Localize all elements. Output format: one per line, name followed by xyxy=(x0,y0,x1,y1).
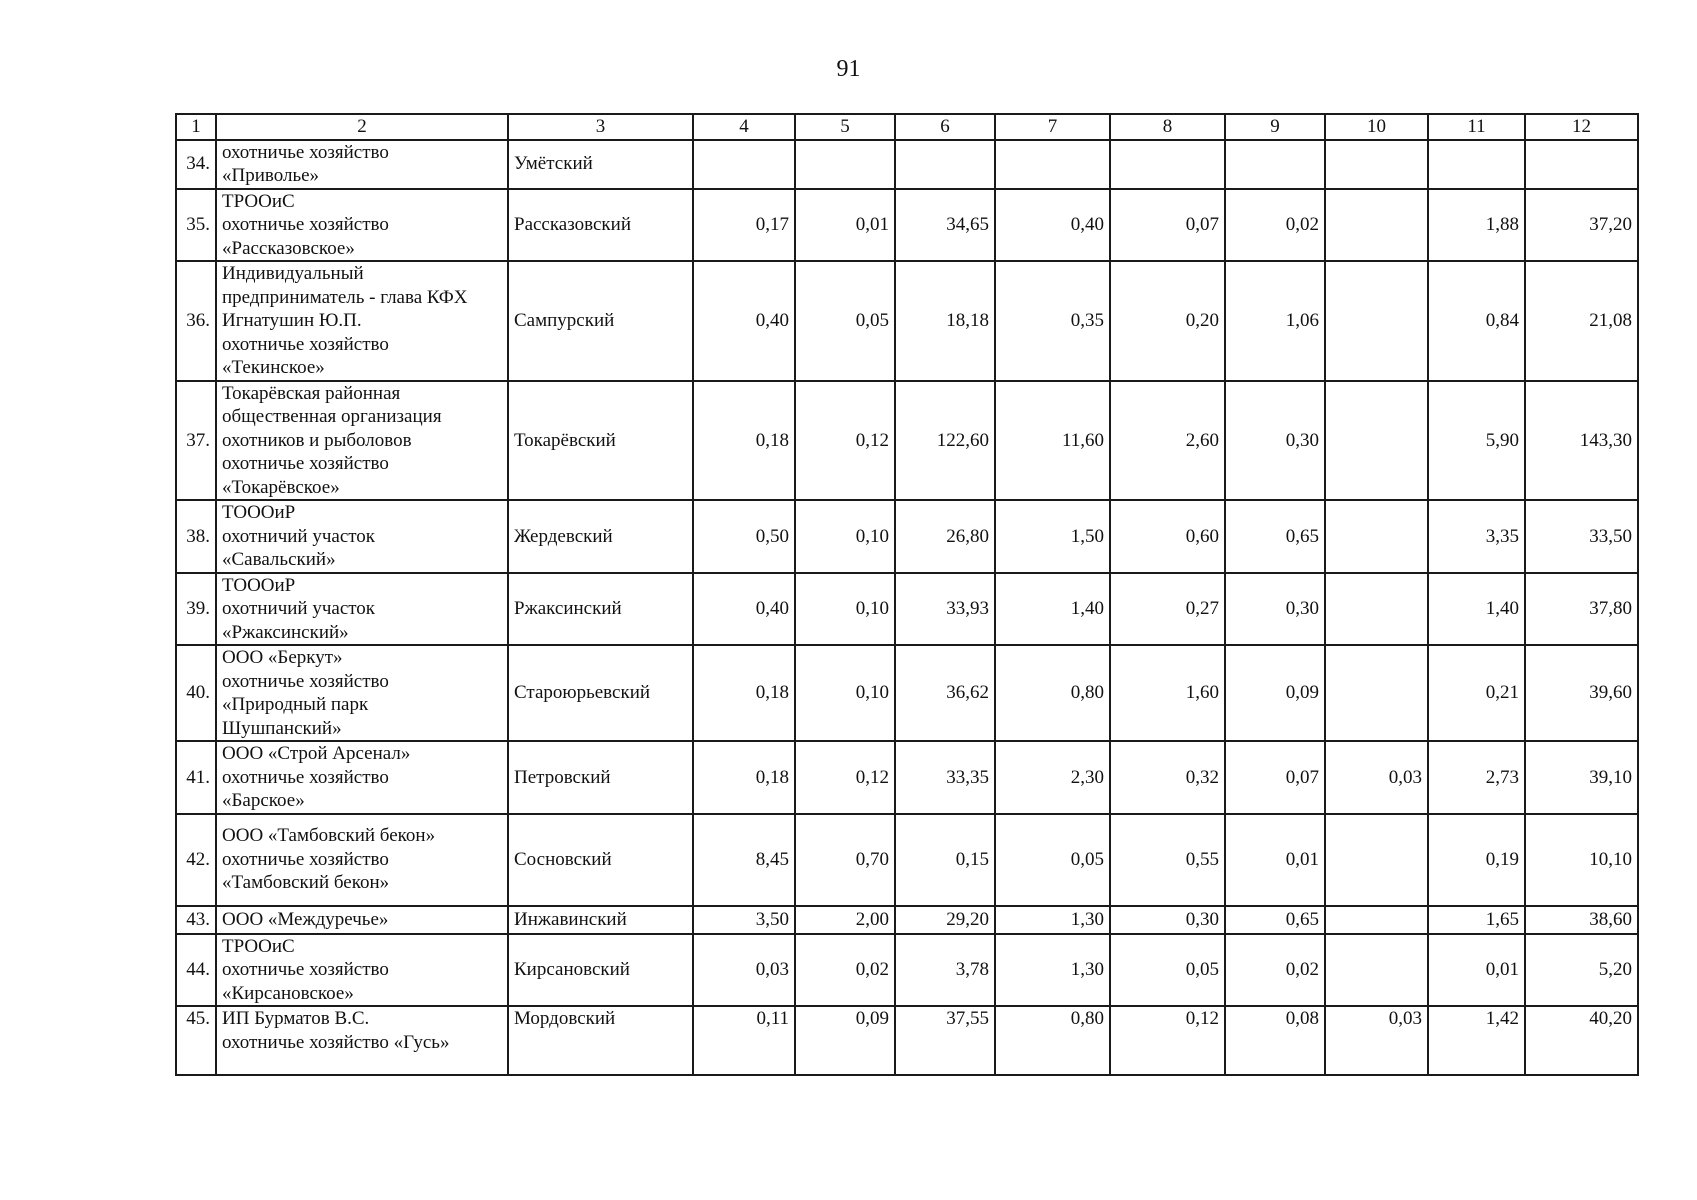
value-cell: 34,65 xyxy=(895,189,995,262)
column-number-cell: 10 xyxy=(1325,114,1428,140)
value-cell: 0,05 xyxy=(795,261,895,381)
value-cell xyxy=(1325,261,1428,381)
column-number-row xyxy=(176,114,1638,140)
value-cell: 33,50 xyxy=(1525,500,1638,573)
value-cell: 40,20 xyxy=(1525,1006,1638,1075)
organization-name-cell xyxy=(216,906,508,934)
row-number-cell: 40. xyxy=(176,645,216,741)
table-row xyxy=(176,814,1638,906)
organization-name-cell xyxy=(216,741,508,814)
organization-name-line: ООО «Тамбовский бекон» xyxy=(222,825,436,847)
value-cell: 0,09 xyxy=(795,1006,895,1075)
row-number-cell: 37. xyxy=(176,381,216,501)
organization-name-line: «Приволье» xyxy=(222,165,320,186)
row-number-cell: 39. xyxy=(176,573,216,646)
value-cell: 0,70 xyxy=(795,814,895,906)
organization-name-cell xyxy=(216,500,508,573)
value-cell: 0,01 xyxy=(1428,934,1525,1007)
value-cell: 18,18 xyxy=(895,261,995,381)
organization-name-line: предприниматель - глава КФХ xyxy=(222,286,468,308)
value-cell: 0,10 xyxy=(795,500,895,573)
organization-name-line: общественная организация xyxy=(222,406,442,427)
value-cell xyxy=(895,140,995,189)
value-cell: 0,03 xyxy=(1325,1006,1428,1075)
organization-name-line: охотничье хозяйство xyxy=(222,214,389,235)
value-cell: 39,60 xyxy=(1525,645,1638,741)
value-cell: 0,50 xyxy=(693,500,795,573)
organization-name-line: Шушпанский» xyxy=(222,717,342,739)
table-row xyxy=(176,381,1638,501)
organization-name-line: охотничий участок xyxy=(222,598,376,619)
value-cell: 2,73 xyxy=(1428,741,1525,814)
value-cell: 3,78 xyxy=(895,934,995,1007)
value-cell: 0,27 xyxy=(1110,573,1225,646)
value-cell: 0,03 xyxy=(693,934,795,1007)
value-cell: 2,00 xyxy=(795,906,895,934)
organization-name-line: ТРООиС xyxy=(222,190,295,212)
value-cell xyxy=(1428,140,1525,189)
value-cell xyxy=(1325,140,1428,189)
organization-name-line: охотничий участок xyxy=(222,525,376,547)
value-cell: 1,65 xyxy=(1428,906,1525,934)
district-cell: Умётский xyxy=(508,140,693,189)
column-number-cell: 1 xyxy=(176,114,216,140)
row-number-cell: 44. xyxy=(176,934,216,1007)
district-cell: Петровский xyxy=(508,741,693,814)
value-cell: 10,10 xyxy=(1525,814,1638,906)
organization-name-line: «Кирсановское» xyxy=(222,982,354,1004)
table-row xyxy=(176,573,1638,646)
table-row xyxy=(176,906,1638,934)
district-cell: Рассказовский xyxy=(508,189,693,262)
value-cell: 39,10 xyxy=(1525,741,1638,814)
value-cell: 1,06 xyxy=(1225,261,1325,381)
value-cell: 0,35 xyxy=(995,261,1110,381)
value-cell: 0,21 xyxy=(1428,645,1525,741)
row-number-cell: 42. xyxy=(176,814,216,906)
column-number-cell: 3 xyxy=(508,114,693,140)
value-cell: 0,07 xyxy=(1110,189,1225,262)
table-row xyxy=(176,1006,1638,1075)
value-cell: 0,09 xyxy=(1225,645,1325,741)
value-cell: 0,10 xyxy=(795,573,895,646)
value-cell: 0,65 xyxy=(1225,906,1325,934)
value-cell xyxy=(1325,934,1428,1007)
value-cell: 0,65 xyxy=(1225,500,1325,573)
organization-name-line: ТОООиР xyxy=(222,502,296,523)
value-cell: 0,32 xyxy=(1110,741,1225,814)
value-cell: 3,35 xyxy=(1428,500,1525,573)
value-cell: 37,80 xyxy=(1525,573,1638,646)
value-cell: 0,40 xyxy=(693,261,795,381)
value-cell: 33,35 xyxy=(895,741,995,814)
value-cell: 0,08 xyxy=(1225,1006,1325,1075)
value-cell: 0,20 xyxy=(1110,261,1225,381)
organization-name-line: охотничье хозяйство xyxy=(222,848,389,870)
value-cell xyxy=(1325,500,1428,573)
organization-name-line: ООО «Беркут» xyxy=(222,647,343,668)
value-cell xyxy=(1110,140,1225,189)
value-cell xyxy=(1325,814,1428,906)
organization-name-cell xyxy=(216,814,508,906)
value-cell: 1,50 xyxy=(995,500,1110,573)
organization-name-line: Токарёвская районная xyxy=(222,382,401,404)
value-cell: 29,20 xyxy=(895,906,995,934)
value-cell: 1,60 xyxy=(1110,645,1225,741)
value-cell: 37,20 xyxy=(1525,189,1638,262)
organization-name-line: ТРООиС xyxy=(222,935,295,957)
organization-name-line: «Барское» xyxy=(222,790,305,811)
row-number-cell: 36. xyxy=(176,261,216,381)
column-number-cell: 5 xyxy=(795,114,895,140)
value-cell: 3,50 xyxy=(693,906,795,934)
district-cell: Староюрьевский xyxy=(508,645,693,741)
value-cell: 1,30 xyxy=(995,906,1110,934)
value-cell: 0,60 xyxy=(1110,500,1225,573)
organization-name-line: охотничье хозяйство xyxy=(222,333,389,355)
value-cell: 0,40 xyxy=(693,573,795,646)
organization-name-line: охотничье хозяйство «Гусь» xyxy=(222,1031,450,1053)
district-cell: Сампурский xyxy=(508,261,693,381)
value-cell: 0,01 xyxy=(795,189,895,262)
value-cell: 0,02 xyxy=(795,934,895,1007)
value-cell: 8,45 xyxy=(693,814,795,906)
organization-name-line: охотничье хозяйство xyxy=(222,453,389,474)
organization-name-line: охотничье хозяйство xyxy=(222,766,389,788)
value-cell: 0,19 xyxy=(1428,814,1525,906)
value-cell: 0,05 xyxy=(995,814,1110,906)
table-row xyxy=(176,261,1638,381)
organization-name-line: «Ржаксинский» xyxy=(222,621,349,643)
district-cell: Жердевский xyxy=(508,500,693,573)
organization-name-line: охотничье хозяйство xyxy=(222,670,389,692)
table-row xyxy=(176,140,1638,189)
row-number-cell: 34. xyxy=(176,140,216,189)
value-cell: 1,40 xyxy=(995,573,1110,646)
row-number-cell: 41. xyxy=(176,741,216,814)
table-row xyxy=(176,645,1638,741)
value-cell: 1,88 xyxy=(1428,189,1525,262)
organization-name-line: «Тамбовский бекон» xyxy=(222,872,390,894)
value-cell: 1,42 xyxy=(1428,1006,1525,1075)
organization-name-cell xyxy=(216,140,508,189)
value-cell xyxy=(1325,189,1428,262)
value-cell: 5,20 xyxy=(1525,934,1638,1007)
column-number-cell: 9 xyxy=(1225,114,1325,140)
organization-name-line: ООО «Междуречье» xyxy=(222,908,389,930)
value-cell: 122,60 xyxy=(895,381,995,501)
organization-name-line: Индивидуальный xyxy=(222,263,364,284)
organization-name-line: «Текинское» xyxy=(222,357,325,378)
column-number-cell: 6 xyxy=(895,114,995,140)
organization-name-cell xyxy=(216,934,508,1007)
value-cell: 0,80 xyxy=(995,645,1110,741)
value-cell xyxy=(795,140,895,189)
value-cell: 0,11 xyxy=(693,1006,795,1075)
district-cell: Мордовский xyxy=(508,1006,693,1075)
value-cell xyxy=(995,140,1110,189)
district-cell: Сосновский xyxy=(508,814,693,906)
value-cell xyxy=(1325,573,1428,646)
column-number-cell: 11 xyxy=(1428,114,1525,140)
column-number-cell: 7 xyxy=(995,114,1110,140)
organization-name-cell xyxy=(216,1006,508,1075)
value-cell: 26,80 xyxy=(895,500,995,573)
value-cell: 37,55 xyxy=(895,1006,995,1075)
value-cell xyxy=(1325,906,1428,934)
column-number-cell: 12 xyxy=(1525,114,1638,140)
value-cell: 0,15 xyxy=(895,814,995,906)
page-number: 91 xyxy=(836,56,861,82)
value-cell: 21,08 xyxy=(1525,261,1638,381)
organization-name-line: «Природный парк xyxy=(222,694,369,715)
value-cell: 0,12 xyxy=(795,741,895,814)
district-cell: Токарёвский xyxy=(508,381,693,501)
value-cell: 0,55 xyxy=(1110,814,1225,906)
value-cell: 0,84 xyxy=(1428,261,1525,381)
organization-name-cell xyxy=(216,261,508,381)
value-cell: 0,40 xyxy=(995,189,1110,262)
row-number-cell: 38. xyxy=(176,500,216,573)
value-cell: 5,90 xyxy=(1428,381,1525,501)
row-number-cell: 45. xyxy=(176,1006,216,1075)
value-cell: 0,05 xyxy=(1110,934,1225,1007)
value-cell: 1,40 xyxy=(1428,573,1525,646)
table-row xyxy=(176,741,1638,814)
value-cell: 0,02 xyxy=(1225,189,1325,262)
value-cell: 0,03 xyxy=(1325,741,1428,814)
value-cell: 0,18 xyxy=(693,381,795,501)
value-cell: 0,01 xyxy=(1225,814,1325,906)
value-cell: 0,18 xyxy=(693,741,795,814)
value-cell: 11,60 xyxy=(995,381,1110,501)
value-cell: 38,60 xyxy=(1525,906,1638,934)
value-cell: 2,60 xyxy=(1110,381,1225,501)
value-cell: 0,12 xyxy=(1110,1006,1225,1075)
column-number-cell: 8 xyxy=(1110,114,1225,140)
value-cell xyxy=(1225,140,1325,189)
value-cell: 2,30 xyxy=(995,741,1110,814)
table-row xyxy=(176,189,1638,262)
column-number-cell: 2 xyxy=(216,114,508,140)
value-cell: 0,30 xyxy=(1225,381,1325,501)
value-cell xyxy=(1525,140,1638,189)
value-cell: 1,30 xyxy=(995,934,1110,1007)
value-cell: 0,17 xyxy=(693,189,795,262)
value-cell xyxy=(1325,381,1428,501)
value-cell: 0,10 xyxy=(795,645,895,741)
row-number-cell: 43. xyxy=(176,906,216,934)
organization-name-line: «Рассказовское» xyxy=(222,237,355,259)
value-cell: 0,80 xyxy=(995,1006,1110,1075)
organization-name-cell xyxy=(216,189,508,262)
value-cell: 0,30 xyxy=(1110,906,1225,934)
table-row xyxy=(176,500,1638,573)
organization-name-line: «Токарёвское» xyxy=(222,476,340,498)
value-cell: 143,30 xyxy=(1525,381,1638,501)
organization-name-cell xyxy=(216,573,508,646)
row-number-cell: 35. xyxy=(176,189,216,262)
organization-name-line: ООО «Строй Арсенал» xyxy=(222,743,411,764)
organization-name-line: ТОООиР xyxy=(222,574,296,596)
value-cell: 0,18 xyxy=(693,645,795,741)
table-row xyxy=(176,934,1638,1007)
organization-name-cell xyxy=(216,381,508,501)
organization-name-line: охотничье хозяйство xyxy=(222,959,389,980)
data-table xyxy=(175,113,1639,1076)
organization-name-line: охотников и рыболовов xyxy=(222,429,412,451)
value-cell: 36,62 xyxy=(895,645,995,741)
value-cell xyxy=(1325,645,1428,741)
value-cell: 33,93 xyxy=(895,573,995,646)
district-cell: Инжавинский xyxy=(508,906,693,934)
district-cell: Ржаксинский xyxy=(508,573,693,646)
value-cell xyxy=(693,140,795,189)
organization-name-line: «Савальский» xyxy=(222,549,336,570)
organization-name-line: Игнатушин Ю.П. xyxy=(222,310,362,331)
district-cell: Кирсановский xyxy=(508,934,693,1007)
organization-name-line: охотничье хозяйство xyxy=(222,141,389,163)
organization-name-line: ИП Бурматов В.С. xyxy=(222,1008,370,1029)
value-cell: 0,02 xyxy=(1225,934,1325,1007)
value-cell: 0,12 xyxy=(795,381,895,501)
column-number-cell: 4 xyxy=(693,114,795,140)
value-cell: 0,07 xyxy=(1225,741,1325,814)
organization-name-cell xyxy=(216,645,508,741)
value-cell: 0,30 xyxy=(1225,573,1325,646)
